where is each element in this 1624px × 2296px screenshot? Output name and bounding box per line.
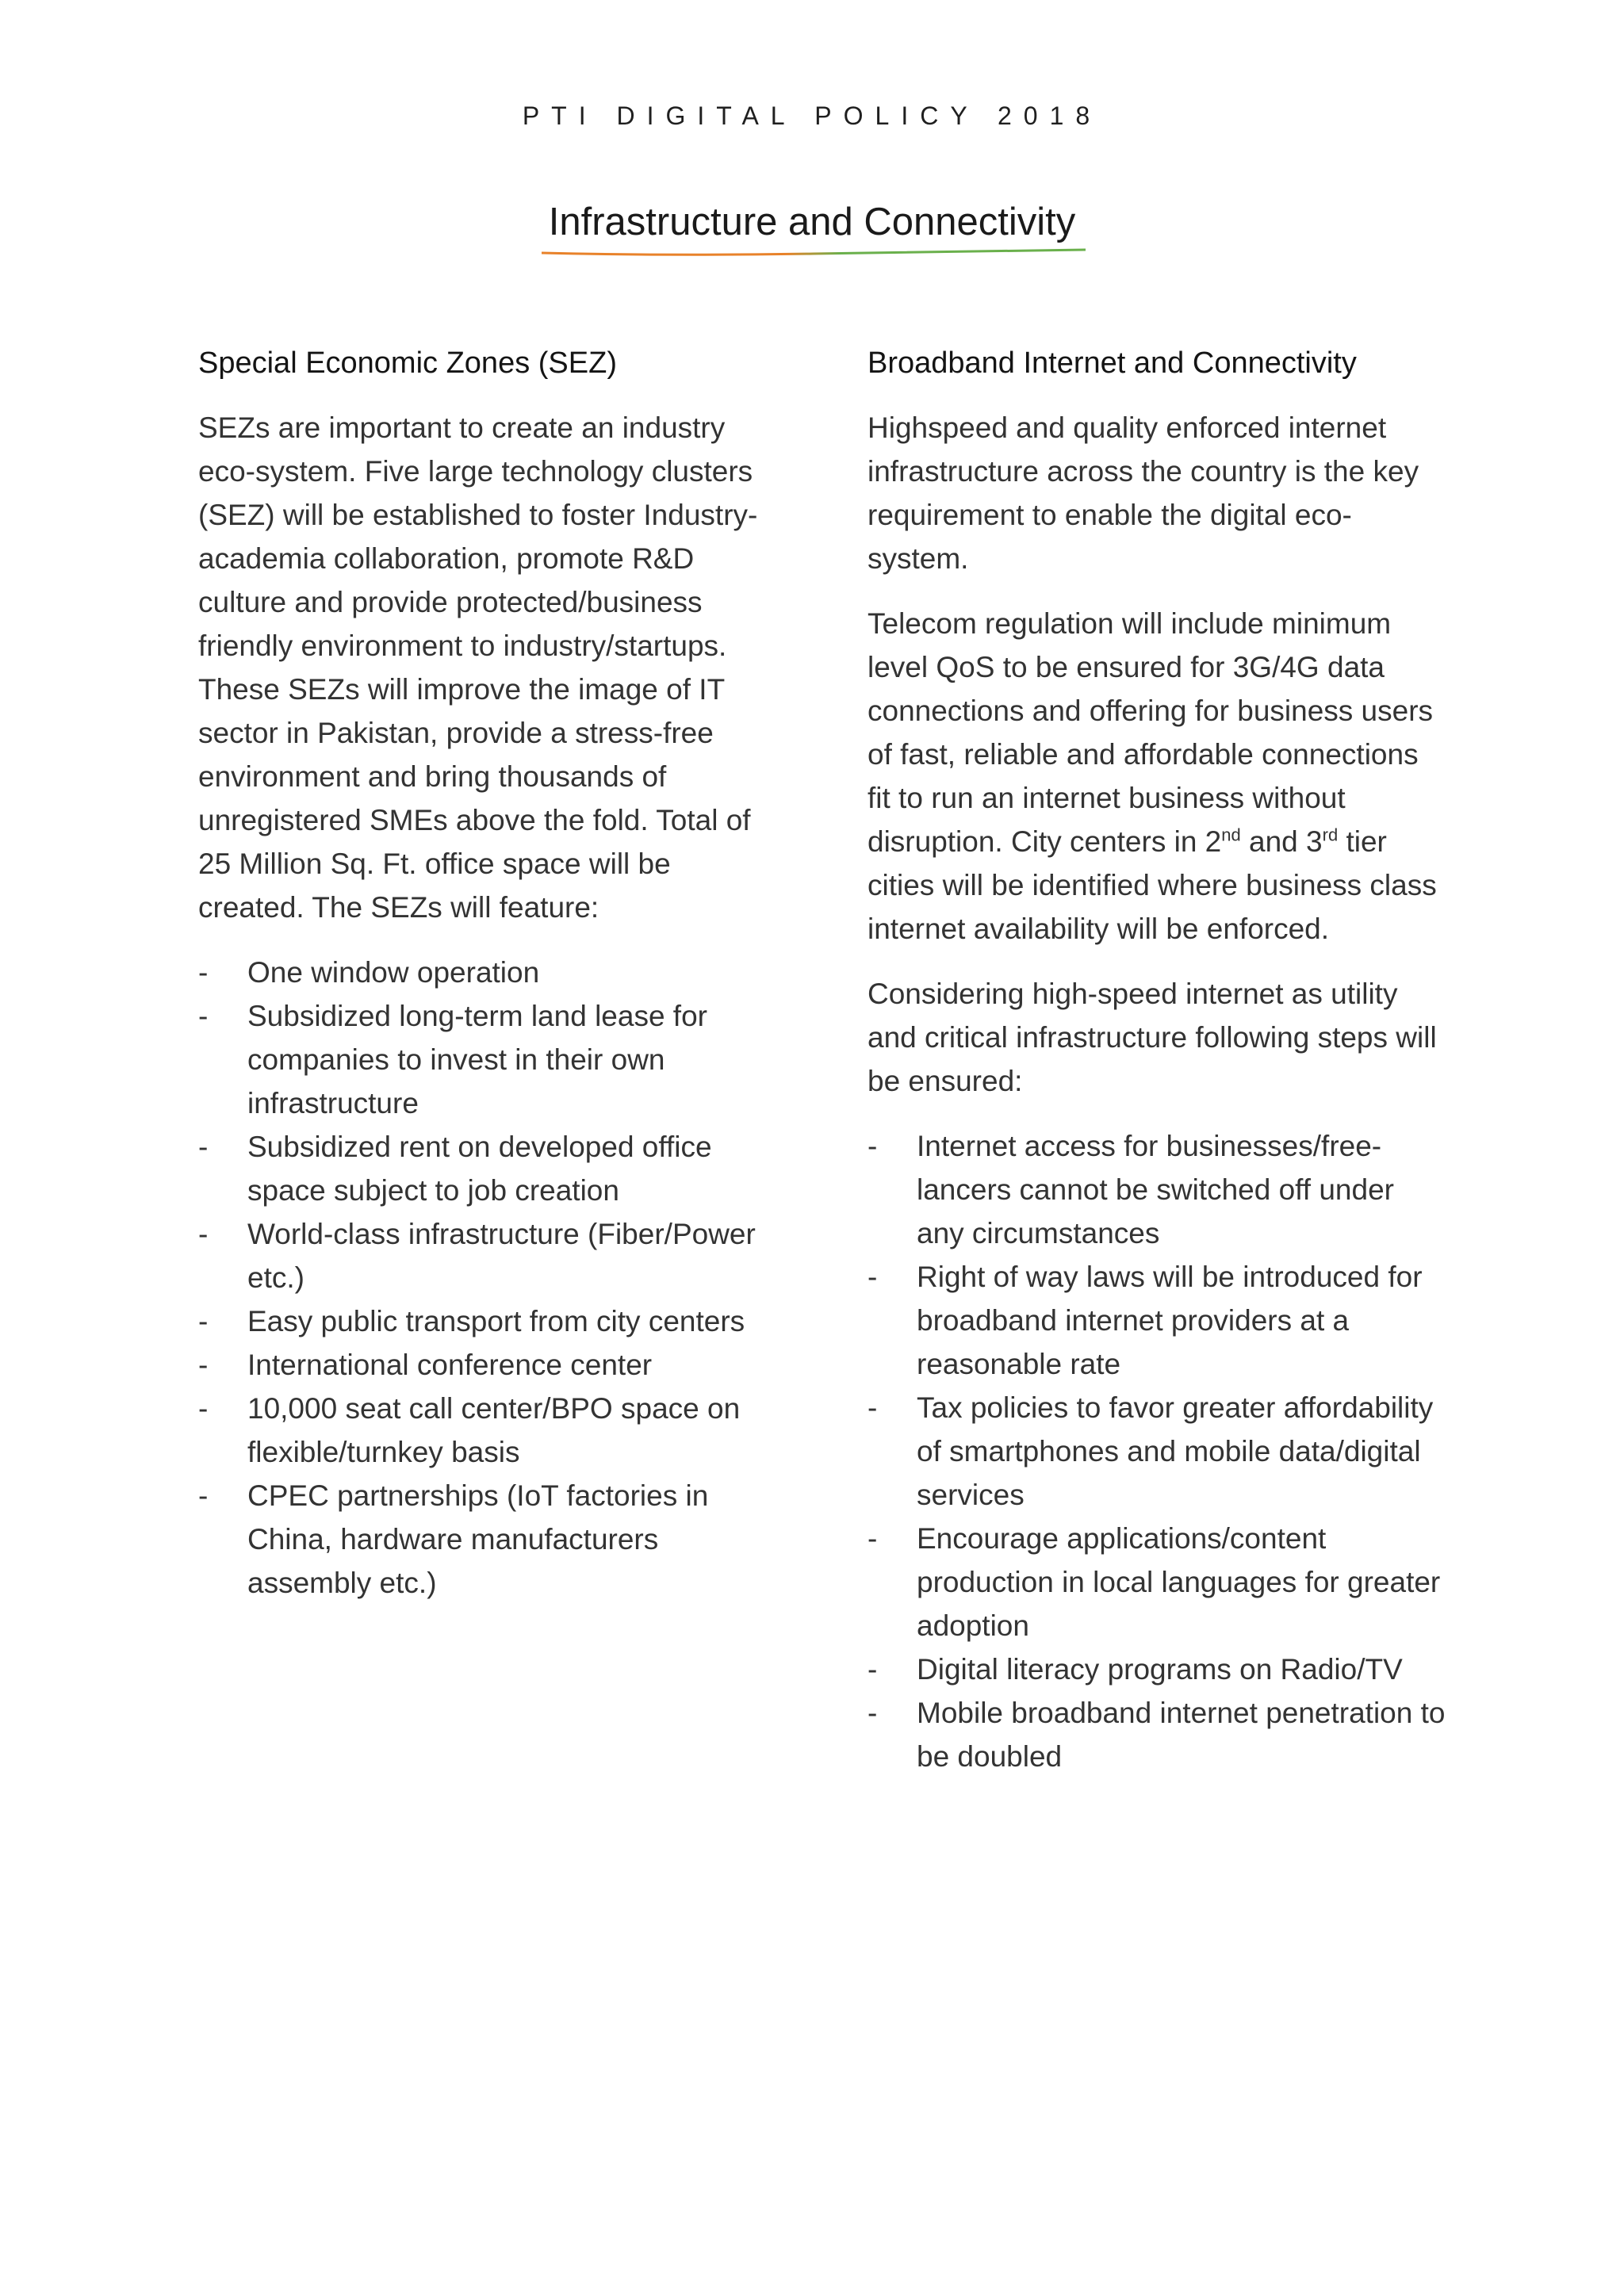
list-item [198, 1299, 774, 1343]
list-item [198, 951, 774, 994]
list-item [868, 1255, 1446, 1386]
list-item [868, 1124, 1446, 1255]
list-item-text: World-class infrastructure (Fiber/Power etc.) [247, 1218, 756, 1294]
broadband-paragraph-3: Considering high-speed internet as utility and critical infrastructure following steps will be ensured: [868, 978, 1437, 1097]
list-item [198, 1387, 774, 1474]
list-item [198, 1343, 774, 1387]
list-item-text: CPEC partnerships (IoT factories in China, hardware manufacturers assembly etc.) [247, 1479, 709, 1599]
bullet-dash: - [198, 1131, 209, 1163]
list-item-text: Internet access for businesses/free-lancers cannot be switched off under any circumstances [917, 1130, 1394, 1249]
list-item-text: Tax policies to favor greater affordability of smartphones and mobile data/digital services [917, 1391, 1434, 1511]
list-item-text: One window operation [247, 956, 540, 989]
list-item [198, 994, 774, 1125]
bullet-dash: - [868, 1130, 878, 1162]
list-item [868, 1517, 1446, 1647]
right-column [868, 341, 1446, 1778]
ordinal-suffix: nd [1221, 825, 1241, 845]
bullet-dash: - [198, 1479, 209, 1512]
bullet-dash: - [198, 956, 209, 989]
bullet-dash: - [868, 1522, 878, 1555]
list-item-text: Digital literacy programs on Radio/TV [917, 1653, 1403, 1686]
bullet-dash: - [868, 1261, 878, 1293]
running-header: PTI DIGITAL POLICY 2018 [522, 101, 1102, 130]
bullet-dash: - [198, 1218, 209, 1250]
page-title: Infrastructure and Connectivity [548, 201, 1076, 243]
bullet-dash: - [868, 1697, 878, 1729]
list-item-text: 10,000 seat call center/BPO space on flexible/turnkey basis [247, 1392, 741, 1468]
paragraph-text: and 3 [1240, 825, 1323, 858]
paragraph-text: tier cities will be identified where business class internet availability will be enforced. [868, 825, 1437, 945]
list-item-text: Right of way laws will be introduced for broadband internet providers at a reasonable rate [917, 1261, 1423, 1380]
broadband-steps-list [868, 1124, 1446, 1778]
sez-paragraph: SEZs are important to create an industry eco-system. Five large technology clusters (SEZ) will be established to foster Industry-academia collaboration, promote R&D culture and provide protected/business friendly environment to industry/startups. These SEZs will improve the image of IT sector in Pakistan, provide a stress-free environment and bring thousands of unregistered SMEs above the fold. Total of 25 Million Sq. Ft. office space will be created. The SEZs will feature: [198, 411, 758, 924]
list-item-text: International conference center [247, 1349, 653, 1381]
broadband-heading: Broadband Internet and Connectivity [868, 346, 1357, 380]
bullet-dash: - [198, 1349, 209, 1381]
bullet-dash: - [868, 1653, 878, 1686]
list-item [868, 1647, 1446, 1691]
list-item-text: Encourage applications/content production in local languages for greater adoption [917, 1522, 1441, 1642]
title-underline [542, 247, 1086, 258]
title-wrap [0, 200, 1624, 249]
list-item [868, 1691, 1446, 1778]
ordinal-suffix: rd [1322, 825, 1339, 845]
broadband-paragraph-2 [868, 602, 1446, 951]
bullet-dash: - [198, 1392, 209, 1425]
list-item [198, 1125, 774, 1212]
list-item [198, 1212, 774, 1299]
left-column [198, 341, 774, 1605]
list-item-text: Subsidized rent on developed office space subject to job creation [247, 1131, 712, 1207]
list-item [198, 1474, 774, 1605]
sez-feature-list [198, 951, 774, 1605]
bullet-dash: - [198, 1305, 209, 1337]
list-item [868, 1386, 1446, 1517]
list-item-text: Mobile broadband internet penetration to be doubled [917, 1697, 1446, 1773]
list-item-text: Subsidized long-term land lease for companies to invest in their own infrastructure [247, 1000, 707, 1119]
broadband-paragraph-1: Highspeed and quality enforced internet infrastructure across the country is the key requirement to enable the digital eco-system. [868, 411, 1419, 575]
list-item-text: Easy public transport from city centers [247, 1305, 745, 1337]
bullet-dash: - [868, 1391, 878, 1424]
paragraph-text: Telecom regulation will include minimum level QoS to be ensured for 3G/4G data connections and offering for business users of fast, reliable and affordable connections fit to run an internet business without disruption. City centers in 2 [868, 607, 1434, 858]
sez-heading: Special Economic Zones (SEZ) [198, 346, 617, 380]
bullet-dash: - [198, 1000, 209, 1032]
